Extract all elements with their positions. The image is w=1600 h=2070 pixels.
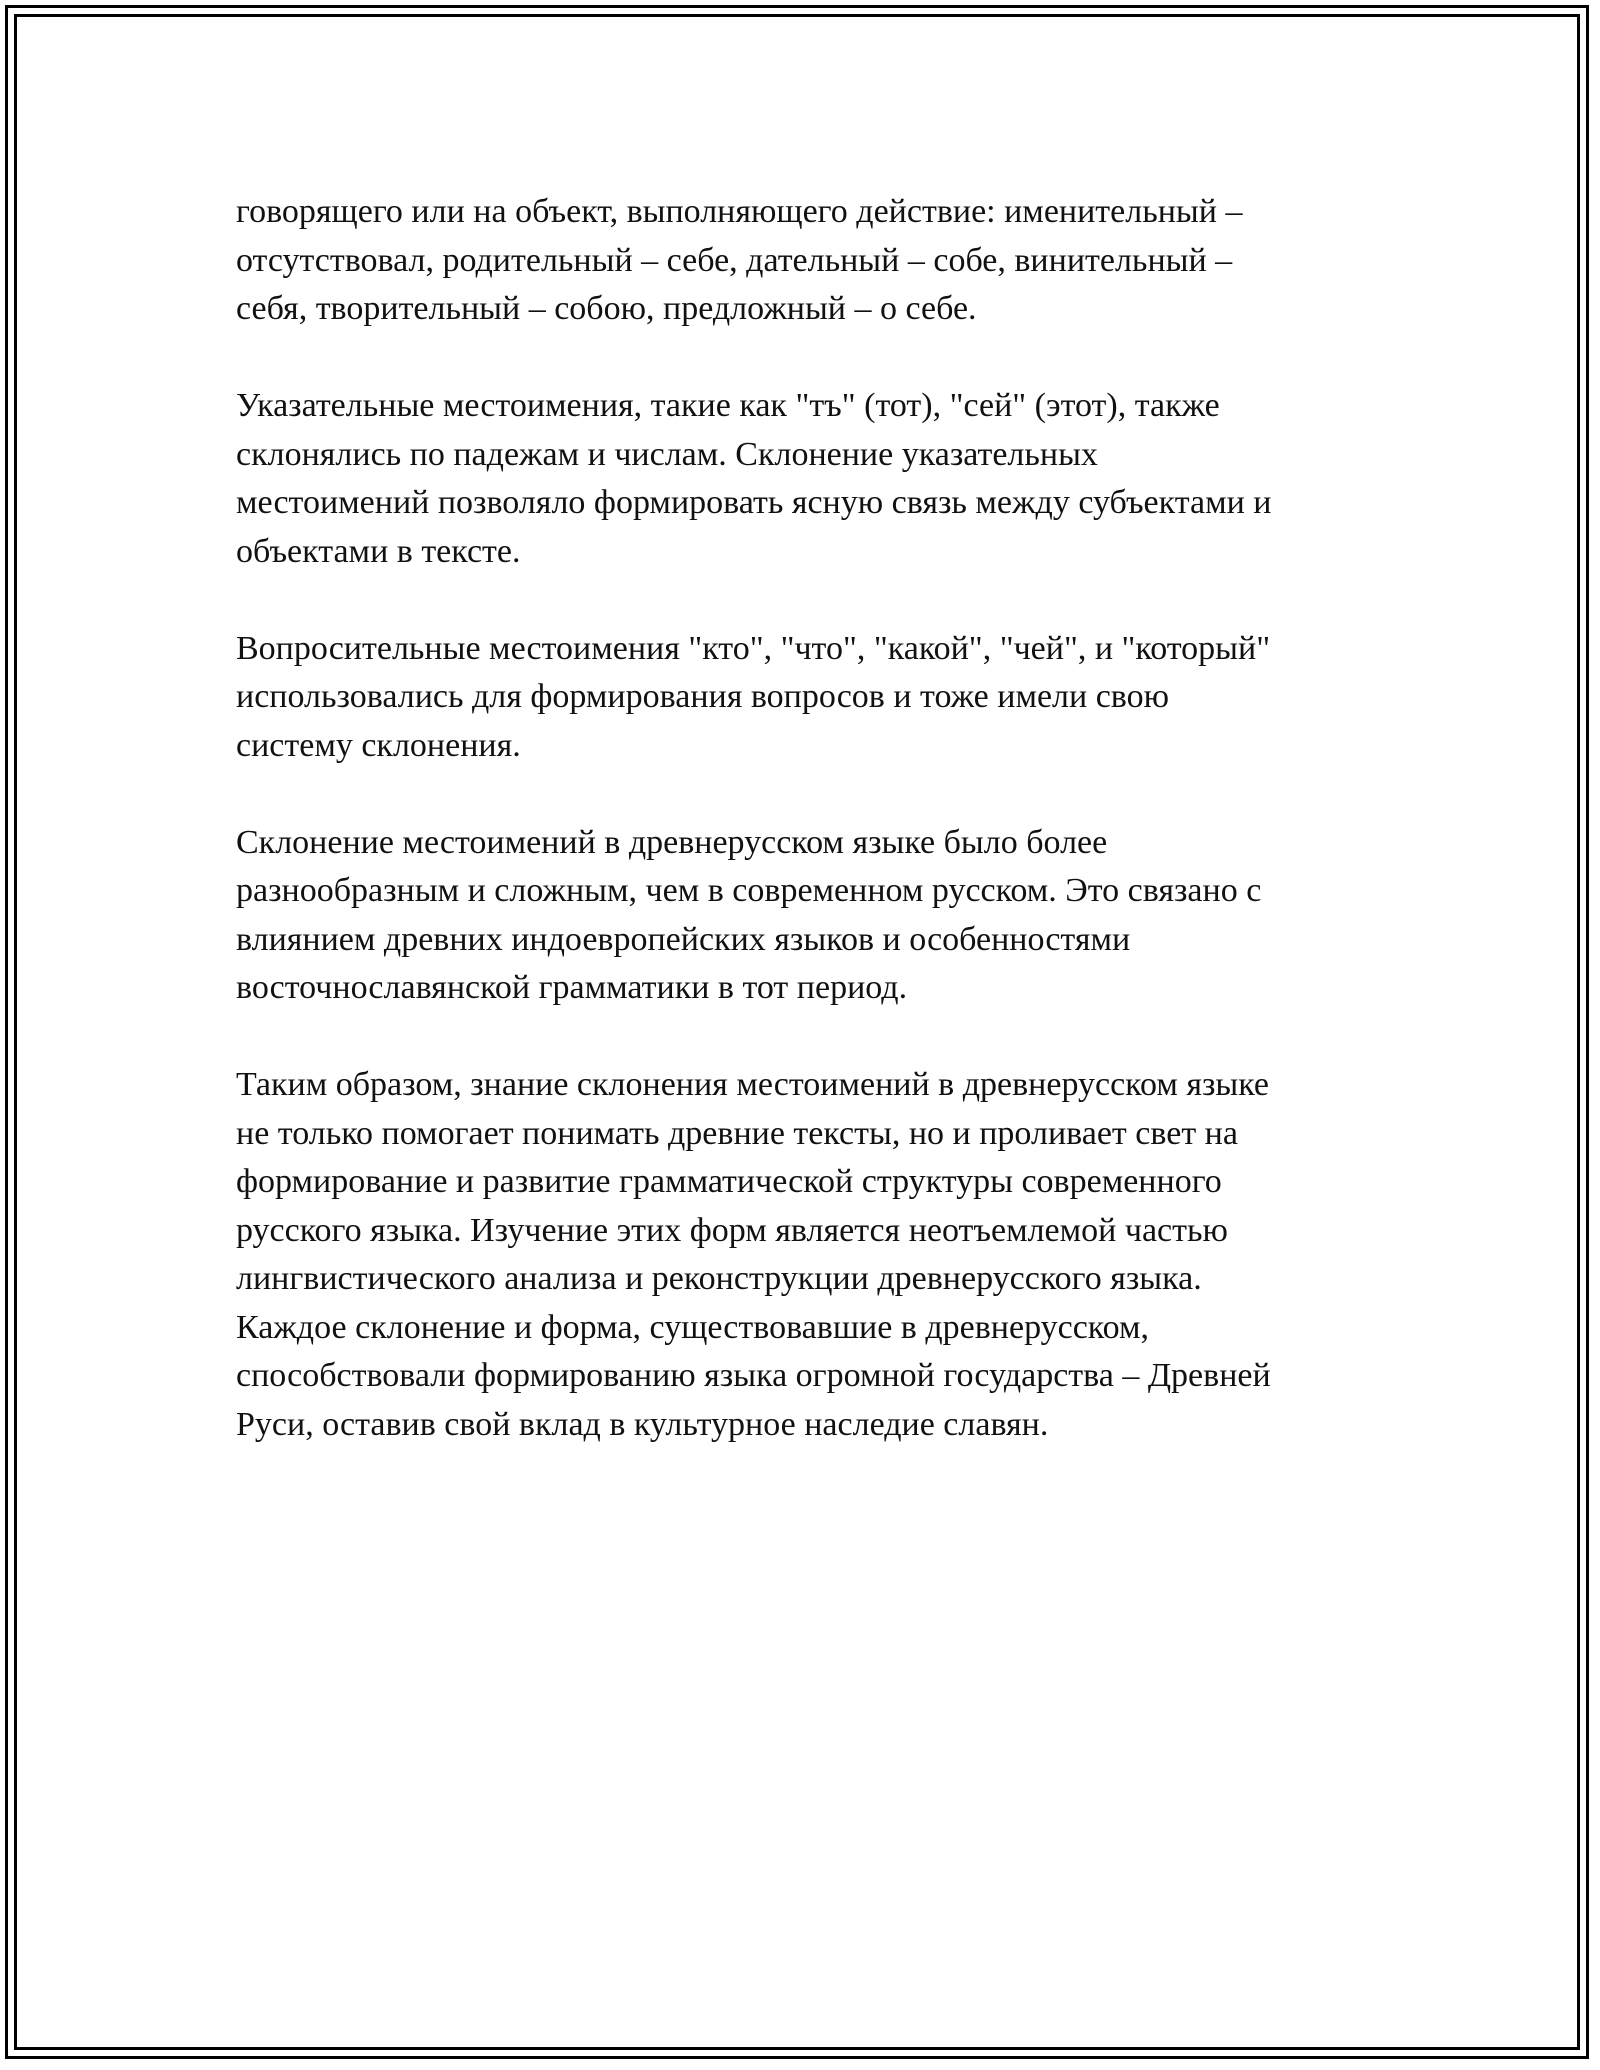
paragraph-personal-pronoun-declension: говорящего или на объект, выполняющего действие: именительный – отсутствовал, родительный – себе, дательный – собе, винительный – себя, творительный – собою, предложный – о себе. [236,193,1243,327]
paragraph-demonstrative-pronouns: Указательные местоимения, такие как "тъ" (тот), "сей" (этот), также склонялись по падежам и числам. Склонение указательных местоимений позволяло формировать ясную связь между субъектами и объектами в тексте. [236,387,1272,570]
paragraph-interrogative-pronouns: Вопросительные местоимения "кто", "что", "какой", "чей", и "который" использовались для формирования вопросов и тоже имели свою систему склонения. [236,629,1271,764]
paragraph-conclusion: Таким образом, знание склонения местоимений в древнерусском языке не только помогает понимать древние тексты, но и проливает свет на формирование и развитие грамматической структуры современного русского языка. Изучение этих форм является неотъемлемой частью лингвистического анализа и реконструкции древнерусского языка. Каждое склонение и форма, существовавшие в древнерусском, способствовали формированию языка огромной государства – Древней Руси, оставив свой вклад в культурное наследие славян. [236,1066,1271,1443]
paragraph-declension-comparison: Склонение местоимений в древнерусском языке было более разнообразным и сложным, чем в современном русском. Это связано с влиянием древних индоевропейских языков и особенностями восточнославянской грамматики в тот период. [236,823,1262,1006]
document-body [236,188,1376,1498]
